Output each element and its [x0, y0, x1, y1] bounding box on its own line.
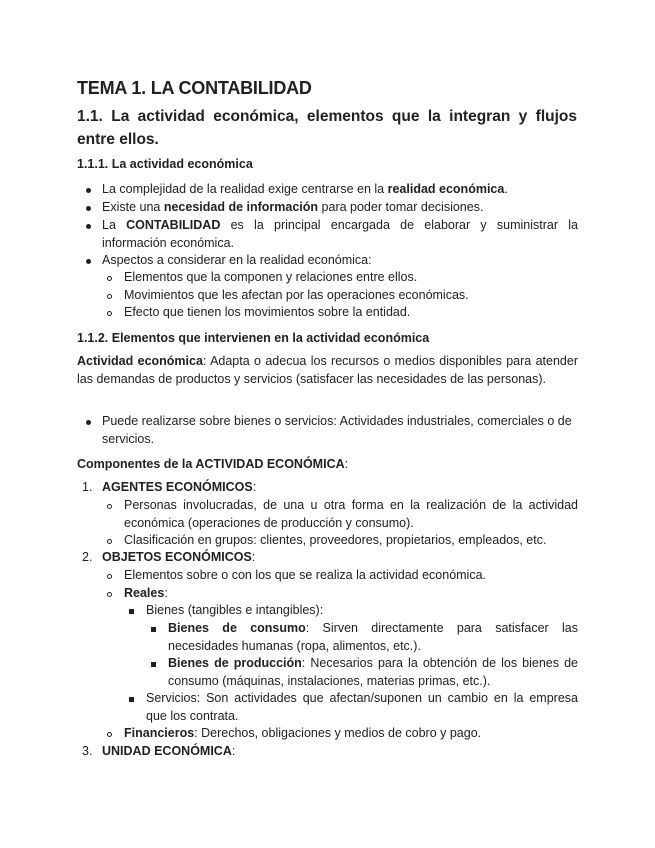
- list-item: Reales:: [124, 586, 168, 600]
- list-item: Movimientos que les afectan por las operaciones económicas.: [124, 288, 469, 302]
- list-item: Bienes de producción: Necesarios para la obtención de los bienes de consumo (máquinas, instalaciones, materias primas, etc.).: [168, 656, 578, 688]
- bullet-dot: [86, 206, 91, 211]
- numbered-item: OBJETOS ECONÓMICOS:: [102, 550, 256, 564]
- bullet-dot: [86, 224, 91, 229]
- subsection-heading-2: 1.1.2. Elementos que intervienen en la actividad económica: [77, 331, 430, 345]
- section-heading: 1.1. La actividad económica, elementos que la integran y flujos entre ellos.: [77, 108, 577, 148]
- list-item: Servicios: Son actividades que afectan/suponen un cambio en la empresa que los contrata.: [146, 691, 578, 723]
- subsection-heading-1: 1.1.1. La actividad económica: [77, 157, 253, 171]
- list-item: La complejidad de la realidad exige centrarse en la realidad económica.: [102, 182, 508, 196]
- list-item: Bienes (tangibles e intangibles):: [146, 603, 324, 617]
- list-number: 2.: [82, 550, 93, 564]
- components-heading: Componentes de la ACTIVIDAD ECONÓMICA:: [77, 457, 349, 471]
- list-item: Existe una necesidad de información para poder tomar decisiones.: [102, 200, 484, 214]
- list-item: Elementos sobre o con los que se realiza la actividad económica.: [124, 568, 487, 582]
- bullet-circle: [107, 276, 112, 281]
- list-item: Personas involucradas, de una u otra forma en la realización de la actividad económica (operaciones de producción y consumo).: [124, 498, 578, 530]
- list-item: Efecto que tienen los movimientos sobre la entidad.: [124, 305, 411, 319]
- page-title: TEMA 1. LA CONTABILIDAD: [77, 78, 312, 98]
- list-item: La CONTABILIDAD es la principal encargada de elaborar y suministrar la información económica.: [102, 218, 578, 250]
- bullet-circle: [107, 311, 112, 316]
- bullet-circle: [107, 592, 112, 597]
- numbered-item: UNIDAD ECONÓMICA:: [102, 744, 236, 758]
- bullet-circle: [107, 294, 112, 299]
- definition-paragraph: Actividad económica: Adapta o adecua los recursos o medios disponibles para atender las demandas de productos y servicios (satisfacer las necesidades de las personas).: [77, 354, 578, 386]
- bullet-dot: [86, 188, 91, 193]
- bullet-square: [129, 609, 134, 614]
- list-item: Elementos que la componen y relaciones entre ellos.: [124, 270, 418, 284]
- bullet-square: [151, 662, 156, 667]
- bullet-circle: [107, 539, 112, 544]
- bullet-circle: [107, 504, 112, 509]
- bullet-dot: [86, 259, 91, 264]
- numbered-item: AGENTES ECONÓMICOS:: [102, 480, 257, 494]
- list-item: Puede realizarse sobre bienes o servicios: Actividades industriales, comerciales o de servicios.: [102, 414, 572, 446]
- list-item: Clasificación en grupos: clientes, proveedores, propietarios, empleados, etc.: [124, 533, 547, 547]
- bullet-square: [129, 697, 134, 702]
- bullet-circle: [107, 574, 112, 579]
- bullet-circle: [107, 732, 112, 737]
- list-item: Bienes de consumo: Sirven directamente para satisfacer las necesidades humanas (ropa, alimentos, etc.).: [168, 621, 578, 653]
- bullet-dot: [86, 420, 91, 425]
- list-item: Aspectos a considerar en la realidad económica:: [102, 253, 372, 267]
- list-number: 3.: [82, 744, 93, 758]
- list-number: 1.: [82, 480, 93, 494]
- list-item: Financieros: Derechos, obligaciones y medios de cobro y pago.: [124, 726, 482, 740]
- bullet-square: [151, 627, 156, 632]
